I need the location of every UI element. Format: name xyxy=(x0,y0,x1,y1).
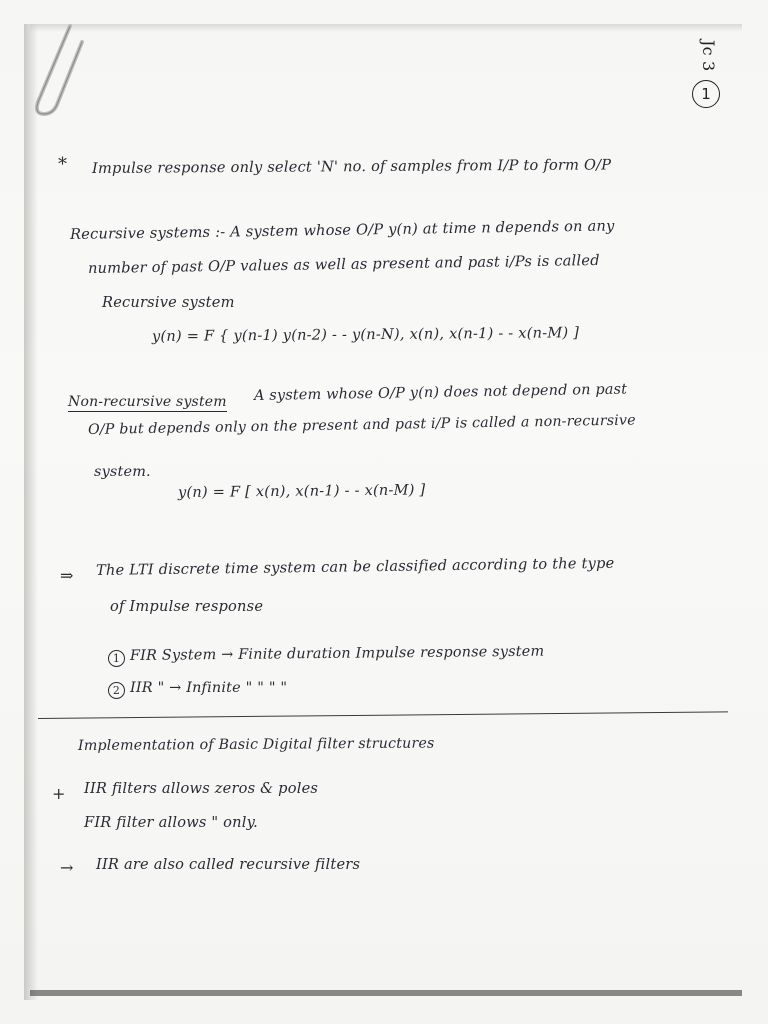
section-divider xyxy=(38,711,728,719)
note-line-nonrecursive-def-1: A system whose O/P y(n) does not depend on past xyxy=(253,381,628,404)
implies-icon: ⇒ xyxy=(60,566,74,585)
note-line-recursive-def-3: Recursive system xyxy=(102,294,235,311)
page-number-badge: 1 xyxy=(692,80,720,108)
note-line-impulse-response: Impulse response only select 'N' no. of samples from I/P to form O/P xyxy=(91,156,612,177)
list-number-1: 1 xyxy=(108,650,125,667)
formula-nonrecursive: y(n) = F [ x(n), x(n-1) - - x(n-M) ] xyxy=(177,481,426,501)
heading-non-recursive: Non-recursive system xyxy=(68,394,227,410)
arrow-icon: → xyxy=(60,858,74,877)
list-number-2: 2 xyxy=(108,682,125,699)
paper-clip-icon xyxy=(24,22,84,122)
note-line-nonrecursive-def-3: system. xyxy=(94,464,151,480)
paper-bottom-edge xyxy=(30,990,742,996)
heading-implementation: Implementation of Basic Digital filter structures xyxy=(77,735,435,754)
corner-marks: Jc 3 xyxy=(699,40,718,72)
paper-left-edge xyxy=(24,24,38,1000)
note-line-recursive-def-2: number of past O/P values as well as present and past i/Ps is called xyxy=(87,251,600,277)
note-line-nonrecursive-def-2: O/P but depends only on the present and past i/P is called a non-recursive xyxy=(87,412,636,438)
bullet-star-icon: * xyxy=(58,154,68,175)
note-line-impulse-type: of Impulse response xyxy=(110,598,264,615)
paper-top-edge xyxy=(30,24,742,32)
note-line-iir-recursive: IIR are also called recursive filters xyxy=(96,856,361,873)
note-line-lti-classified: The LTI discrete time system can be classified according to the type xyxy=(95,554,615,579)
note-line-iir-filters: IIR filters allows zeros & poles xyxy=(84,780,319,797)
bullet-plus-icon: + xyxy=(52,784,66,803)
formula-recursive: y(n) = F { y(n-1) y(n-2) - - y(n-N), x(n), x(n-1) - - x(n-M) ] xyxy=(151,324,580,345)
note-line-recursive-def-1: Recursive systems :- A system whose O/P y(n) at time n depends on any xyxy=(69,217,615,243)
note-line-fir-system: FIR System → Finite duration Impulse response system xyxy=(129,643,545,664)
note-line-fir-filter: FIR filter allows " only. xyxy=(84,814,258,831)
note-line-iir-system: IIR " → Infinite " " " " xyxy=(130,680,288,696)
